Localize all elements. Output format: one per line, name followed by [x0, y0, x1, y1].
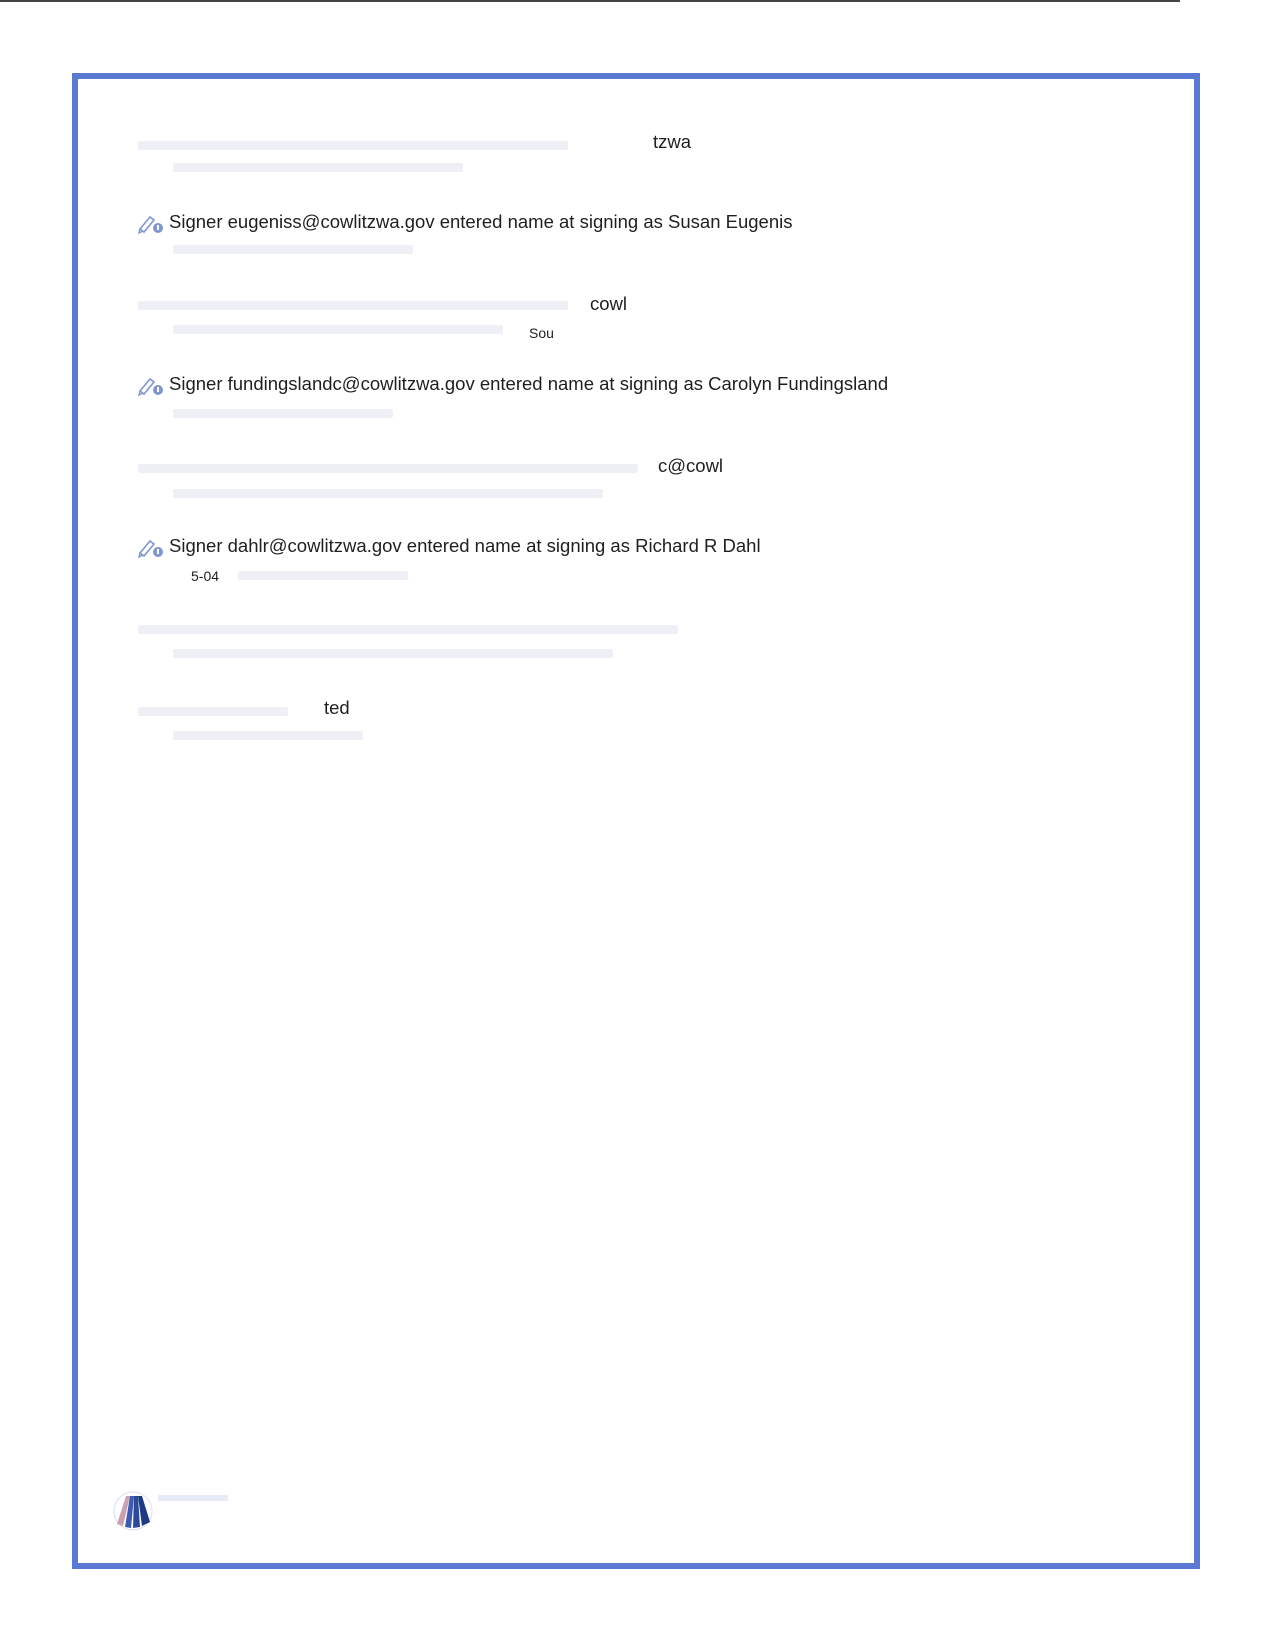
faded-line [138, 301, 568, 310]
faded-line [238, 571, 408, 580]
faded-line [173, 163, 463, 172]
faded-line [173, 649, 613, 658]
faded-line [173, 409, 393, 418]
text-fragment: cowl [590, 293, 628, 314]
faded-line [173, 245, 413, 254]
signature-pen-icon [137, 535, 165, 559]
top-rule [0, 0, 1180, 2]
text-fragment: Sou [529, 325, 554, 341]
signer-entry-text: Signer dahlr@cowlitzwa.gov entered name at signing as Richard R Dahl [169, 535, 761, 556]
faded-line [138, 141, 568, 150]
text-fragment: c@cowl [658, 455, 724, 476]
logo-icon [112, 1490, 154, 1532]
faded-line [138, 625, 678, 634]
text-fragment: ted [324, 697, 350, 718]
faded-line [138, 464, 638, 473]
text-fragment: tzwa [653, 131, 692, 152]
faded-line [173, 325, 503, 334]
signer-entry-text: Signer fundingslandc@cowlitzwa.gov entered name at signing as Carolyn Fundingsland [169, 373, 889, 394]
signature-pen-icon [137, 373, 165, 397]
faded-line [173, 731, 363, 740]
document-page [72, 73, 1200, 1569]
signature-pen-icon [137, 211, 165, 235]
faded-line [138, 707, 288, 716]
signer-entry-text: Signer eugeniss@cowlitzwa.gov entered name at signing as Susan Eugenis [169, 211, 793, 232]
logo-caption [158, 1495, 228, 1501]
text-fragment: 5-04 [191, 568, 220, 584]
faded-line [173, 489, 603, 498]
